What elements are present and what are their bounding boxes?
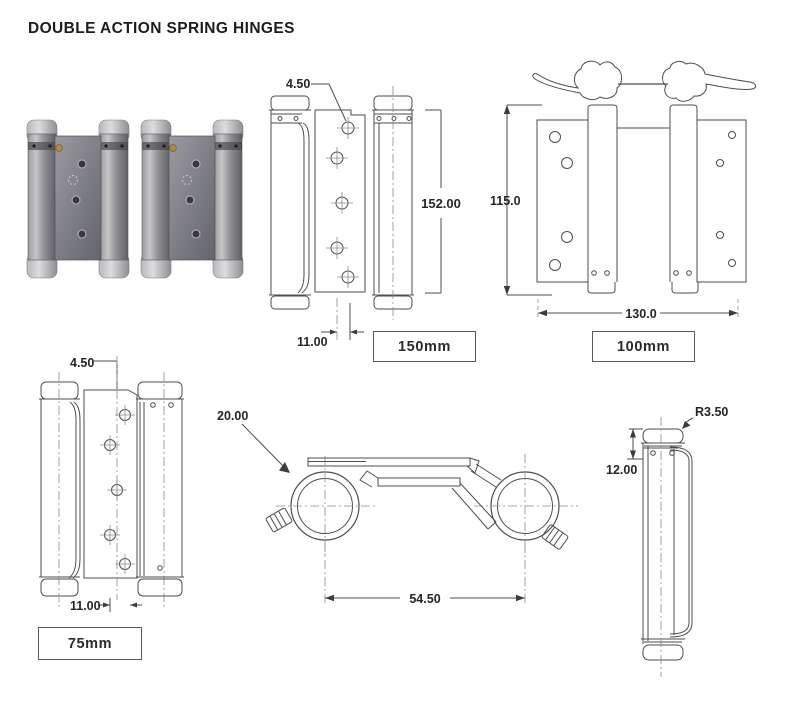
page-title: DOUBLE ACTION SPRING HINGES [28, 20, 295, 37]
tension-pin-right [541, 524, 568, 550]
dim-width-100: 130.0 [625, 307, 657, 321]
screw-holes [100, 405, 135, 574]
dim-hole-150: 4.50 [286, 77, 311, 91]
dim-cap-height: 12.00 [606, 463, 638, 477]
size-label-150mm [373, 331, 476, 362]
size-label-100mm [592, 331, 695, 362]
dim-barrel-diameter: 20.00 [217, 409, 249, 423]
hinge-photo-left [27, 120, 129, 278]
dim-hole-75: 4.50 [70, 356, 95, 370]
dim-offset-150: 11.00 [297, 335, 328, 349]
drawing-150mm-front-view [255, 58, 480, 368]
hinge-photo-right [141, 120, 243, 278]
product-photo [25, 112, 247, 284]
wing-left [533, 61, 622, 99]
dim-height-150: 152.00 [421, 196, 461, 211]
dim-pin-centres: 54.50 [409, 592, 441, 606]
size-label-100mm-text: 100mm [617, 338, 670, 355]
drawing-75mm-front-view [30, 348, 210, 618]
size-label-75mm-text: 75mm [67, 635, 113, 652]
dim-offset-75: 11.00 [70, 599, 101, 613]
size-label-150mm-text: 150mm [398, 338, 451, 355]
size-label-75mm [38, 627, 142, 660]
dim-height-100: 115.0 [490, 194, 521, 208]
wing-right [663, 61, 756, 101]
drawing-top-view [210, 398, 580, 613]
tension-pin-left [265, 508, 292, 533]
drawing-100mm-open-view [490, 55, 800, 365]
dim-cap-radius: R3.50 [695, 405, 729, 419]
drawing-side-view [600, 393, 740, 688]
screw-holes [326, 117, 359, 288]
